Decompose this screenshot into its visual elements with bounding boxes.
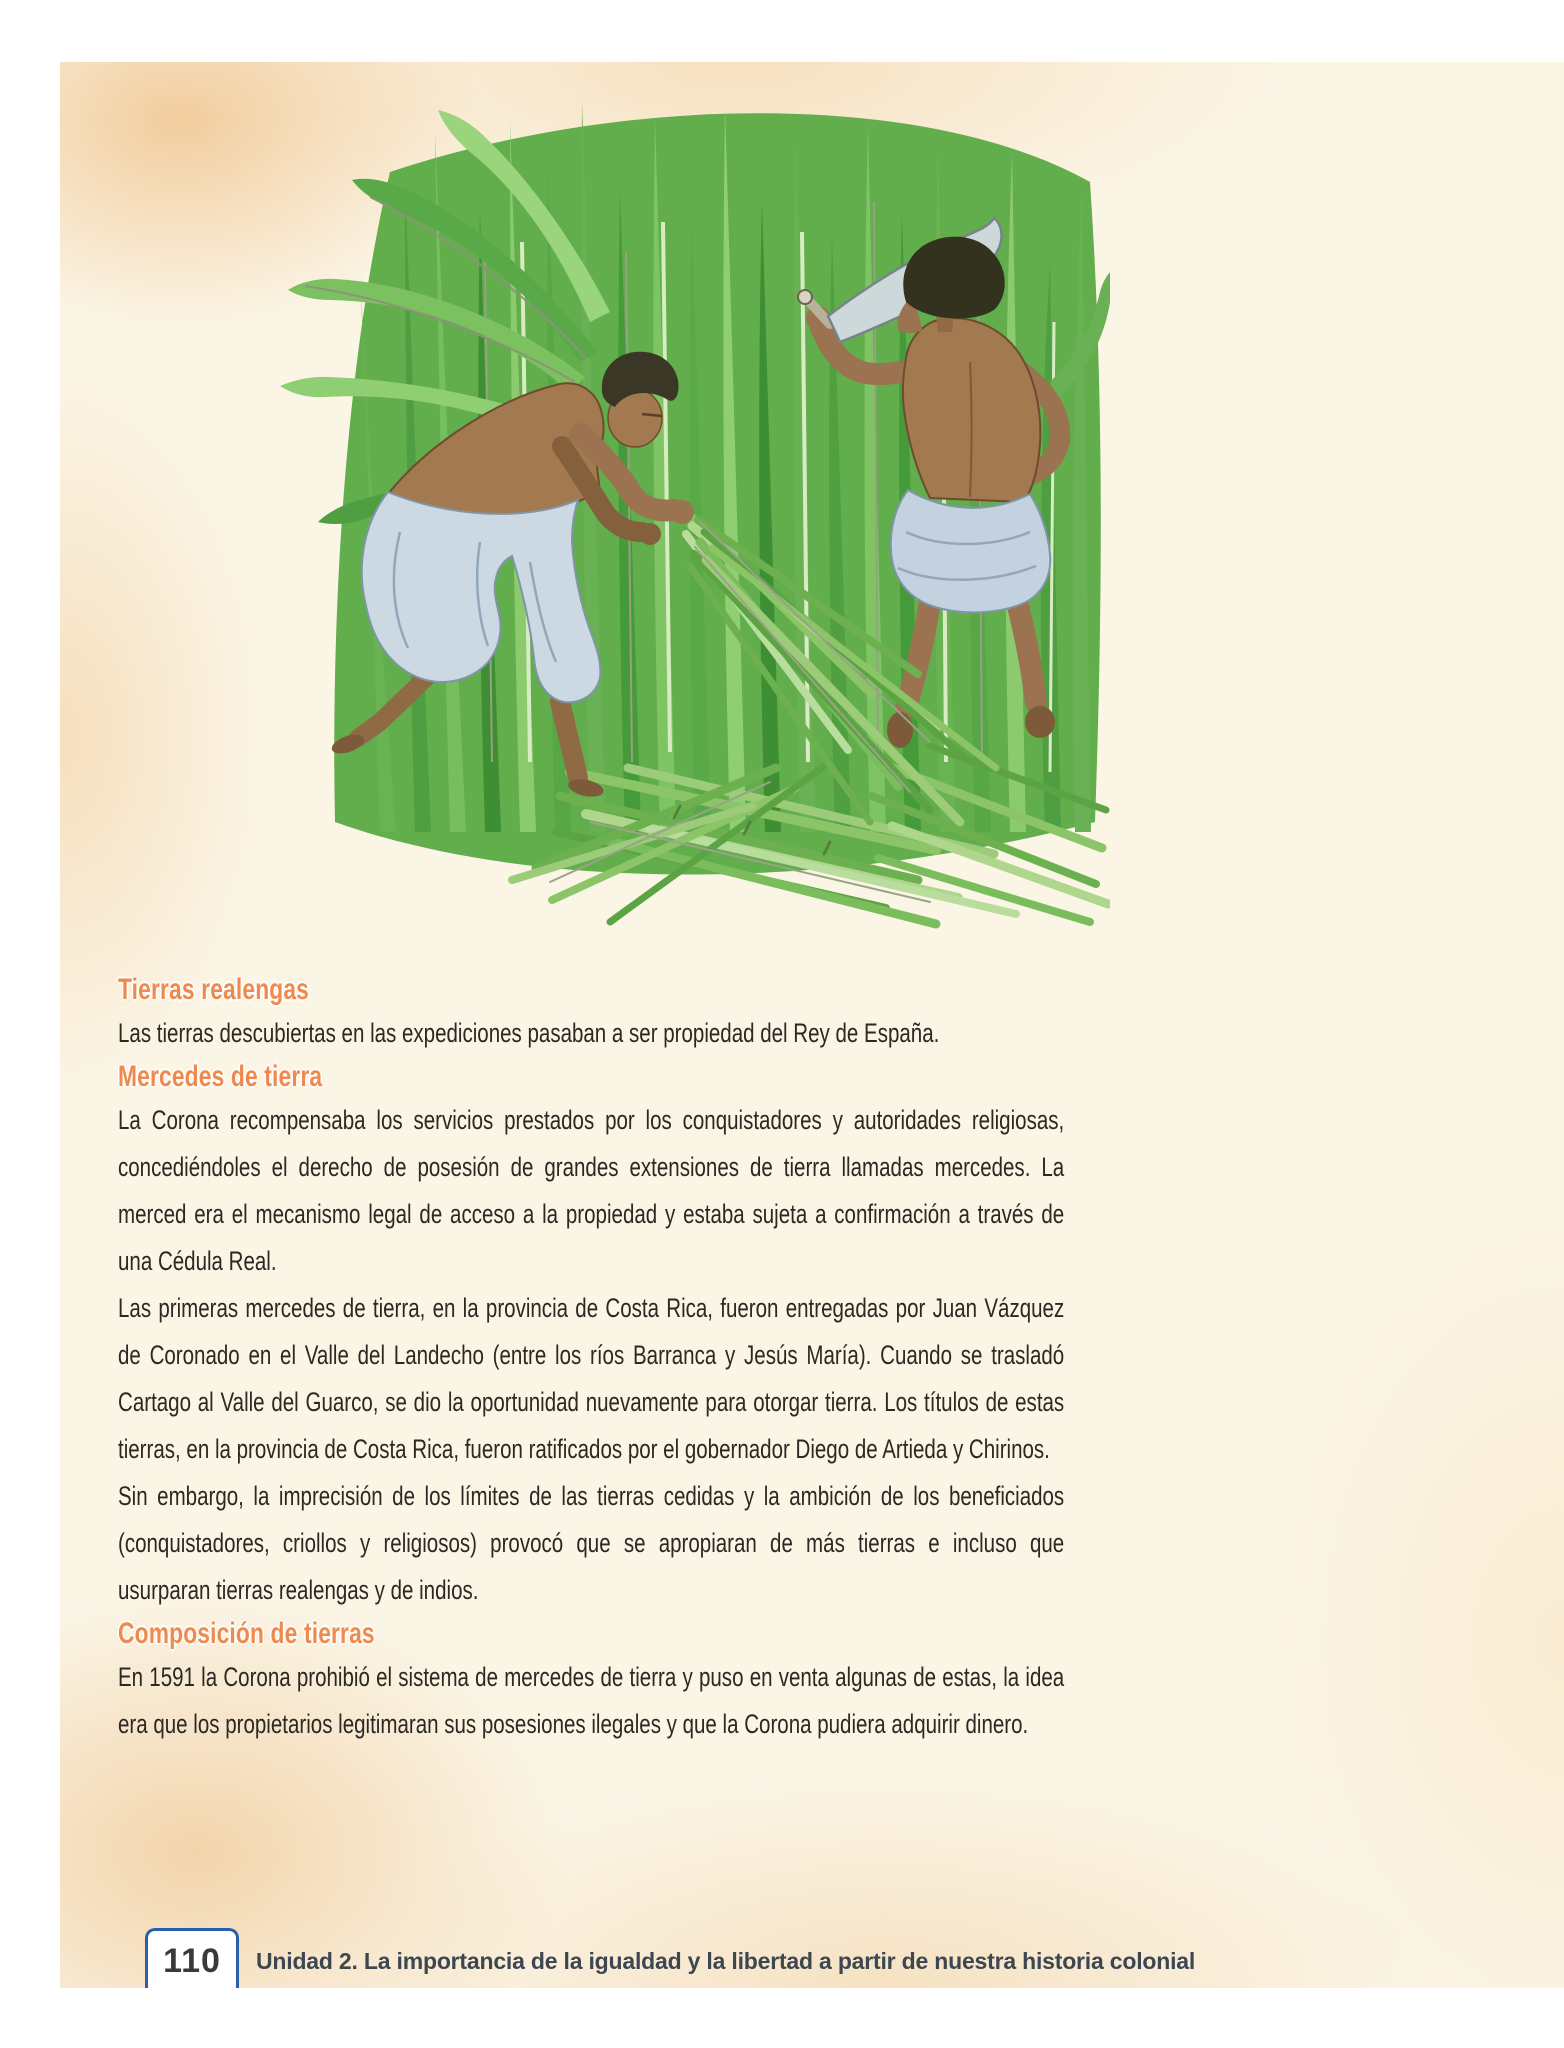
sugarcane-harvest-illustration [230,62,1110,962]
textbook-page [60,62,1564,1988]
body-paragraph: Sin embargo, la imprecisión de los límites de las tierras cedidas y la ambición de los beneficiados (conquistadores, criollos y religiosos) provocó que se apropiaran de más tierras e incluso que usurparan tierras realengas y de indios. [118,1481,1065,1605]
page-number: 110 [163,1941,221,1980]
section-heading-mercedes-de-tierra: Mercedes de tierra [118,1060,323,1093]
page-content [118,970,1064,1748]
body-paragraph: Las tierras descubiertas en las expediciones pasaban a ser propiedad del Rey de España. [118,1018,940,1048]
body-paragraph: La Corona recompensaba los servicios prestados por los conquistadores y autoridades religiosas, concediéndoles el derecho de posesión de grandes extensiones de tierra llamadas mercedes. La merced era el mecanismo legal de acceso a la propiedad y estaba sujeta a confirmación a través de una Cédula Real. [118,1105,1065,1276]
section-heading-tierras-realengas: Tierras realengas [118,973,310,1006]
section-heading-composicion-de-tierras: Composición de tierras [118,1617,375,1650]
body-paragraph: En 1591 la Corona prohibió el sistema de mercedes de tierra y puso en venta algunas de estas, la idea era que los propietarios legitimaran sus posesiones ilegales y que la Corona pudiera adquirir dinero. [118,1662,1065,1739]
footer-unit-title: Unidad 2. La importancia de la igualdad y la libertad a partir de nuestra historia colonial [256,1948,1196,1974]
page-number-box [145,1928,239,1988]
body-paragraph: Las primeras mercedes de tierra, en la provincia de Costa Rica, fueron entregadas por Juan Vázquez de Coronado en el Valle del Landecho (entre los ríos Barranca y Jesús María). Cuando se trasladó Cartago al Valle del Guarco, se dio la oportunidad nuevamente para otorgar tierra. Los títulos de estas tierras, en la provincia de Costa Rica, fueron ratificados por el gobernador Diego de Artieda y Chirinos. [118,1293,1065,1464]
